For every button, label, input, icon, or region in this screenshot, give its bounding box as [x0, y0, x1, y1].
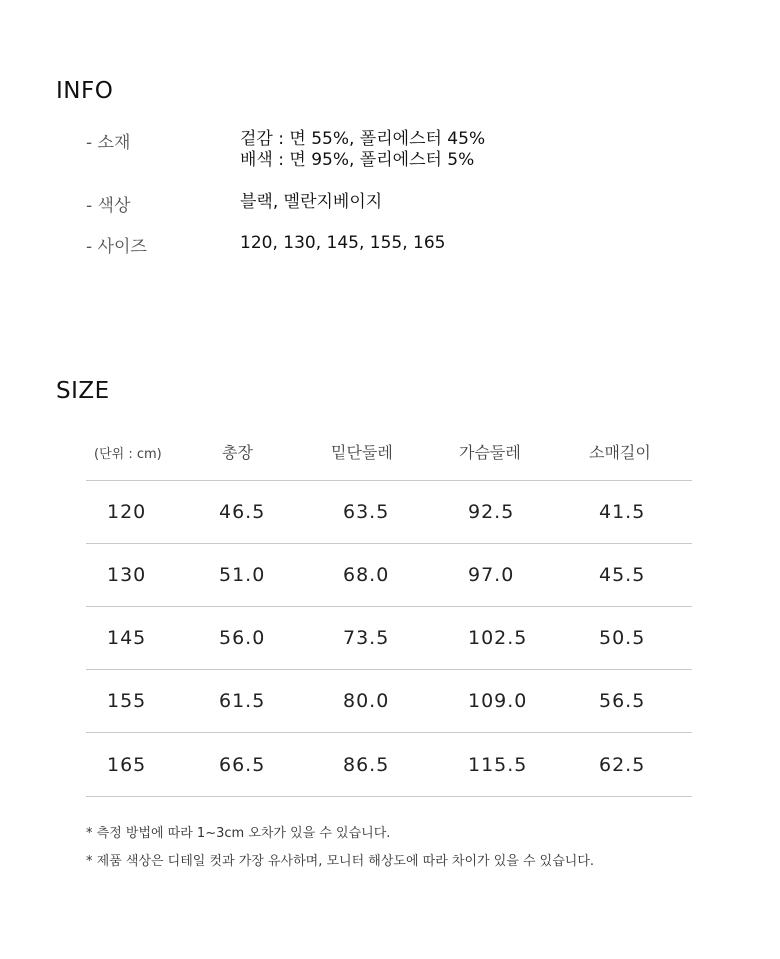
length-cell: 66.5: [219, 754, 266, 776]
sleeve-cell: 62.5: [599, 754, 646, 776]
size-cell: 130: [107, 564, 147, 586]
table-divider: [86, 606, 692, 607]
chest-cell: 115.5: [468, 754, 528, 776]
table-divider: [86, 669, 692, 670]
info-value-size: 120, 130, 145, 155, 165: [240, 233, 446, 253]
size-header-sleeve: 소매길이: [589, 443, 651, 462]
hem-cell: 80.0: [343, 690, 390, 712]
color-note: * 제품 색상은 디테일 컷과 가장 유사하며, 모니터 해상도에 따라 차이가 있을 수 있습니다.: [86, 854, 595, 869]
size-cell: 145: [107, 627, 147, 649]
size-table-unit: (단위 : cm): [94, 447, 162, 462]
info-value-material-trim: 배색 : 면 95%, 폴리에스터 5%: [240, 150, 475, 170]
hem-cell: 73.5: [343, 627, 390, 649]
hem-cell: 68.0: [343, 564, 390, 586]
chest-cell: 109.0: [468, 690, 528, 712]
size-header-chest: 가슴둘레: [459, 443, 521, 462]
table-divider: [86, 796, 692, 797]
length-cell: 51.0: [219, 564, 266, 586]
sleeve-cell: 45.5: [599, 564, 646, 586]
size-header-hem: 밑단둘레: [331, 443, 393, 462]
table-divider: [86, 480, 692, 481]
length-cell: 61.5: [219, 690, 266, 712]
measurement-note: * 측정 방법에 따라 1~3cm 오차가 있을 수 있습니다.: [86, 826, 391, 841]
table-divider: [86, 732, 692, 733]
info-value-material-outer: 겉감 : 면 55%, 폴리에스터 45%: [240, 129, 486, 149]
chest-cell: 97.0: [468, 564, 515, 586]
hem-cell: 63.5: [343, 501, 390, 523]
sleeve-cell: 50.5: [599, 627, 646, 649]
info-label-size: - 사이즈: [86, 237, 147, 257]
info-label-color: - 색상: [86, 196, 131, 216]
chest-cell: 92.5: [468, 501, 515, 523]
info-label-material: - 소재: [86, 133, 131, 153]
sleeve-cell: 56.5: [599, 690, 646, 712]
length-cell: 46.5: [219, 501, 266, 523]
size-header-length: 총장: [222, 443, 253, 462]
length-cell: 56.0: [219, 627, 266, 649]
sleeve-cell: 41.5: [599, 501, 646, 523]
size-heading: SIZE: [56, 378, 110, 404]
hem-cell: 86.5: [343, 754, 390, 776]
table-divider: [86, 543, 692, 544]
chest-cell: 102.5: [468, 627, 528, 649]
size-cell: 120: [107, 501, 147, 523]
info-value-color: 블랙, 멜란지베이지: [240, 192, 383, 212]
size-cell: 165: [107, 754, 147, 776]
info-heading: INFO: [56, 78, 114, 104]
size-cell: 155: [107, 690, 147, 712]
